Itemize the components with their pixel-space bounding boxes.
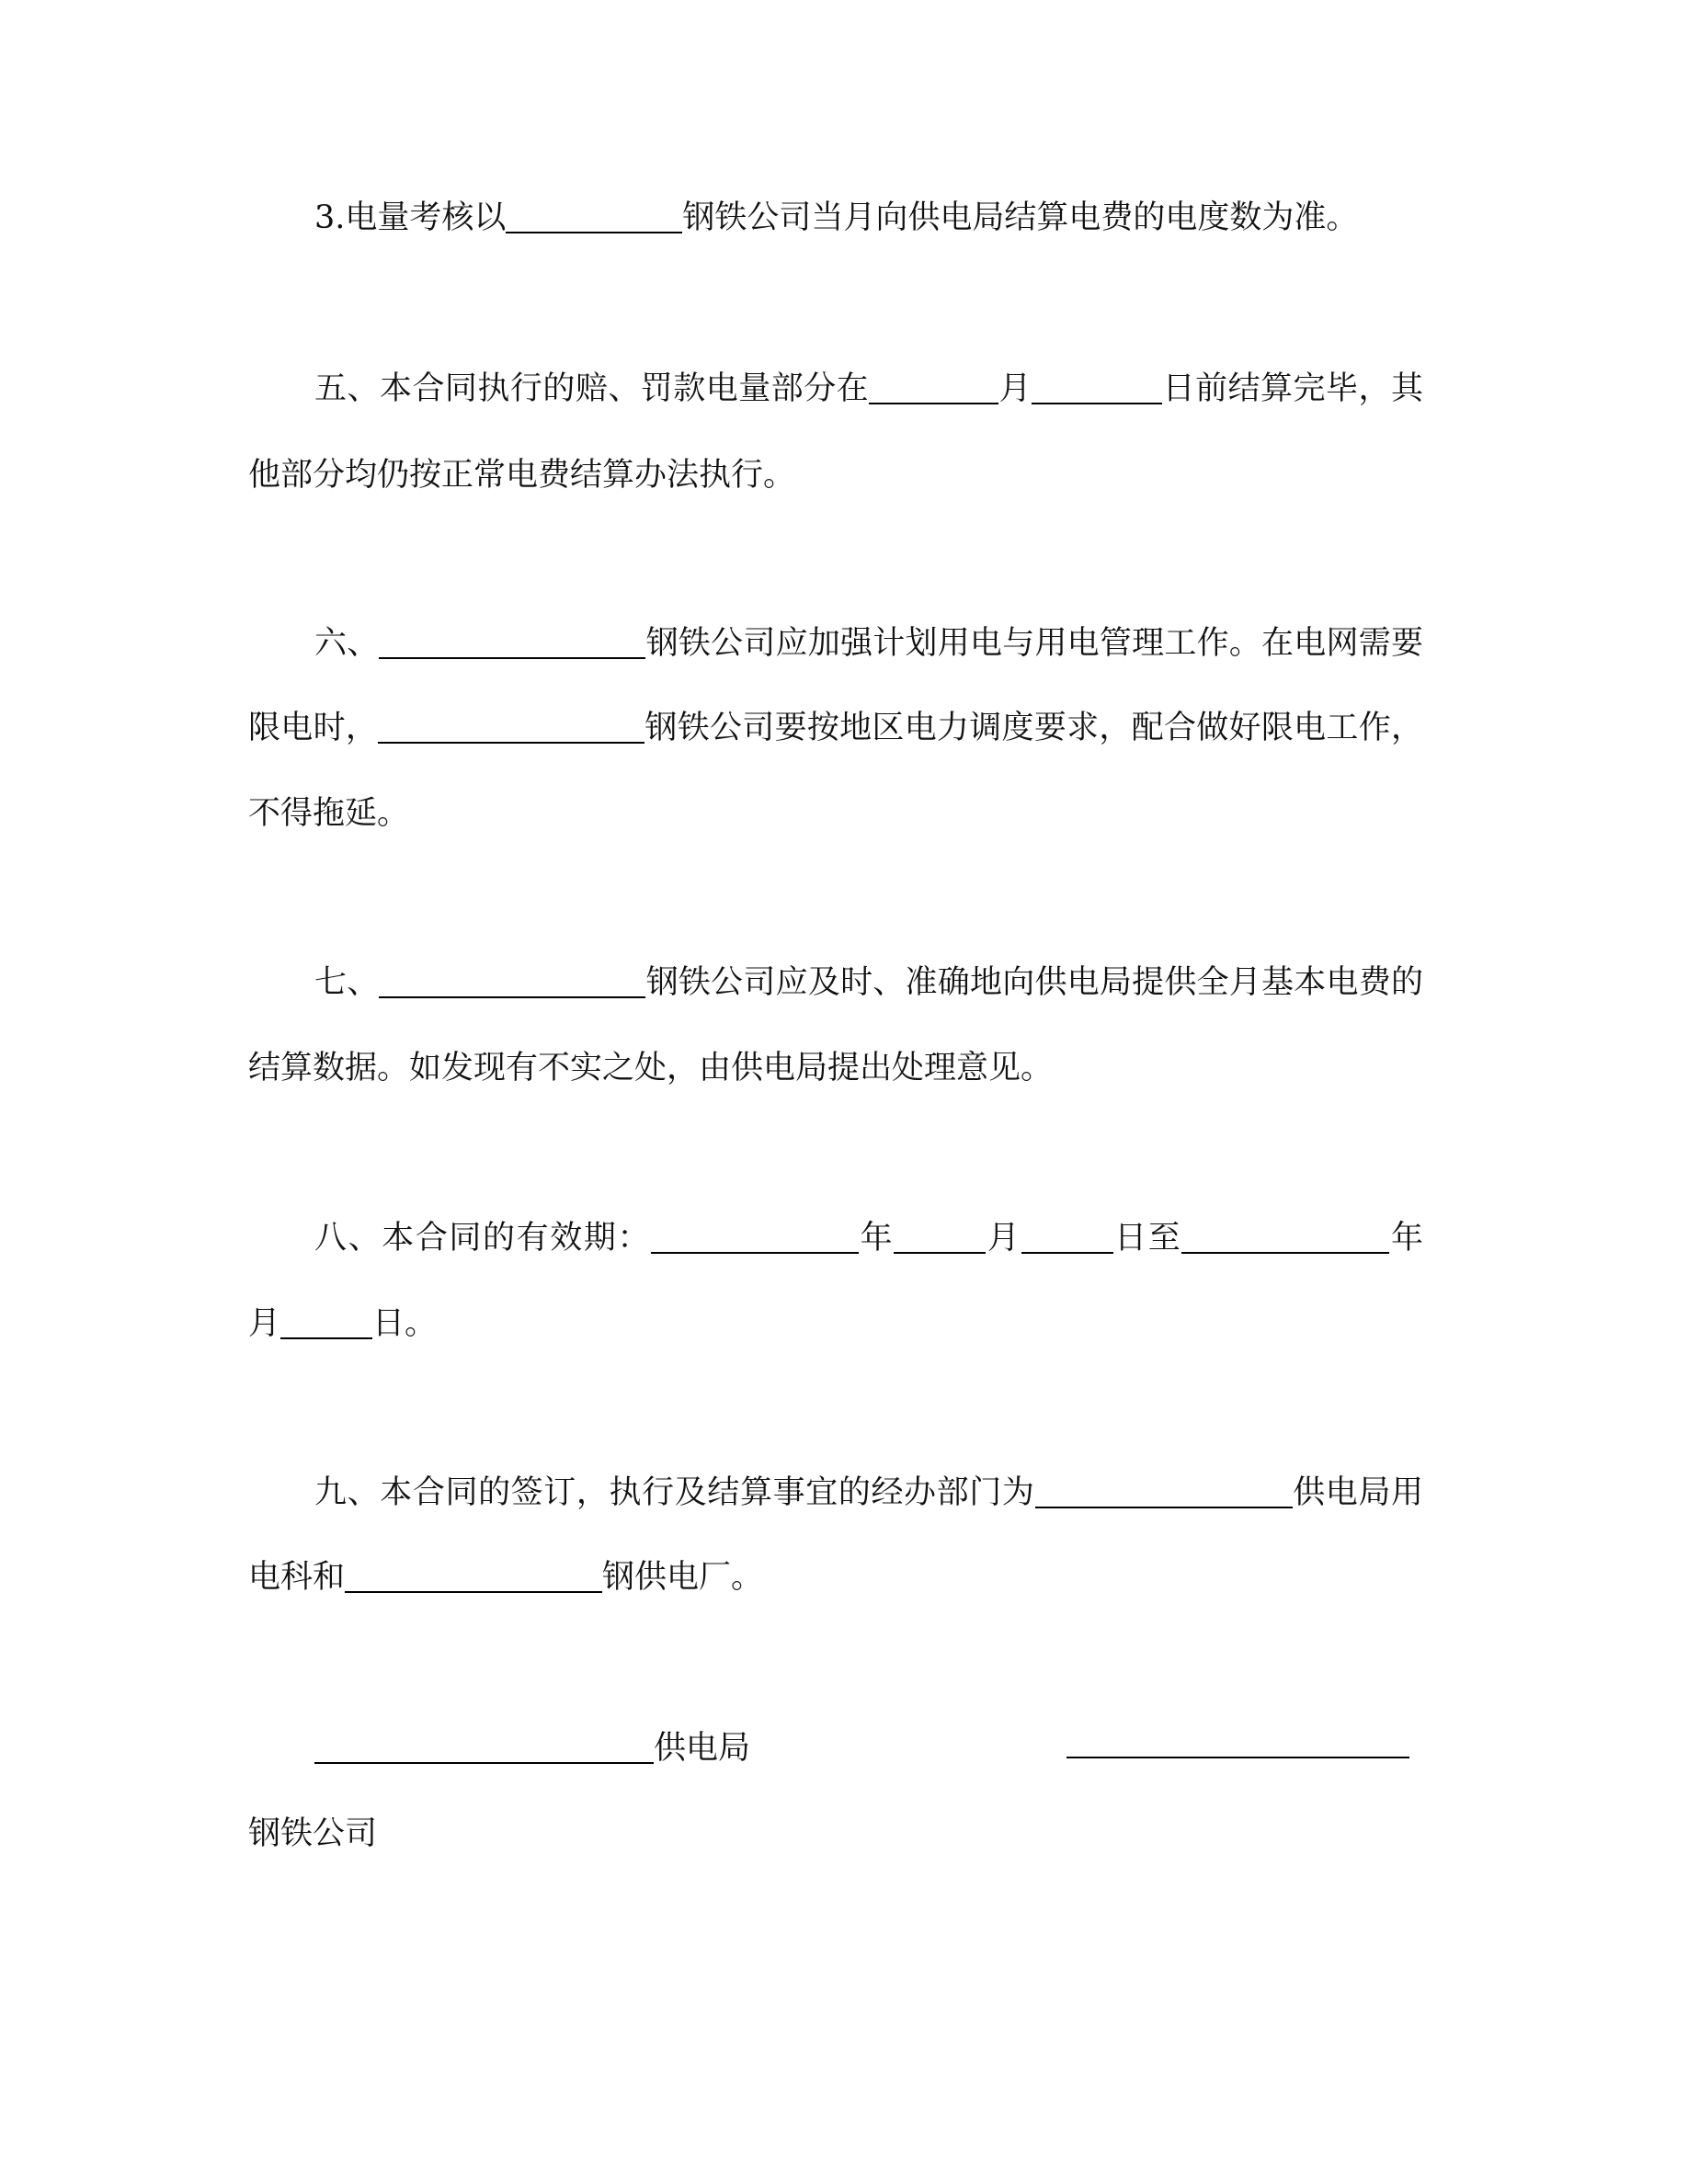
signature-party-b	[248, 1814, 1423, 1853]
clause-7-tail: 钢铁公司应及时、准确地向供电局提供全月基本电费的	[645, 964, 1423, 1001]
clause-8-month-2: 月	[248, 1305, 281, 1342]
blank-day	[1032, 375, 1162, 404]
clause-6-line-1	[314, 624, 1423, 663]
clause-8-year-2: 年	[1389, 1220, 1423, 1257]
clause-9-l2-tail: 钢供电厂。	[602, 1559, 764, 1596]
clause-8-day-to: 日至	[1112, 1220, 1182, 1257]
clause-5-cont: 他部分均仍按正常电费结算办法执行。	[248, 457, 796, 494]
signature-party-a	[314, 1729, 774, 1768]
clause-8-year-1: 年	[859, 1220, 895, 1257]
clause-6-l2-tail: 钢铁公司要按地区电力调度要求，配合做好限电工作，	[644, 710, 1423, 746]
clause-5-line-1	[314, 370, 1423, 408]
clause-6-cont: 不得拖延。	[248, 795, 410, 832]
clause-8-line-2	[248, 1304, 1423, 1343]
party-b-label: 钢铁公司	[248, 1815, 378, 1852]
clause-8-line-1	[314, 1219, 1423, 1257]
blank-steel-plant	[345, 1564, 602, 1593]
blank-company-name	[506, 204, 682, 233]
clause-3-lead: 3.电量考核以	[314, 199, 507, 236]
clause-9-tail: 供电局用	[1292, 1474, 1423, 1511]
signature-party-b-line	[1066, 1729, 1409, 1768]
clause-6-lead: 六、	[314, 625, 380, 662]
clause-6-tail: 钢铁公司应加强计划用电与用电管理工作。在电网需要	[645, 625, 1423, 662]
clause-9-lead: 九、本合同的签订，执行及结算事宜的经办部门为	[314, 1474, 1035, 1511]
clause-5-month: 月	[998, 370, 1032, 407]
blank-month	[869, 375, 998, 404]
clause-6-l2-lead: 限电时，	[248, 710, 379, 746]
blank-power-bureau	[1035, 1479, 1293, 1508]
blank-start-year	[651, 1224, 859, 1254]
blank-end-day	[280, 1310, 372, 1339]
clause-8-end: 日。	[372, 1305, 438, 1342]
blank-start-day	[1021, 1224, 1113, 1254]
clause-5-lead: 五、本合同执行的赔、罚款电量部分在	[314, 370, 870, 407]
blank-party-b-name	[1066, 1729, 1409, 1758]
blank-end-year	[1181, 1224, 1389, 1254]
party-a-label: 供电局	[654, 1730, 751, 1767]
clause-5-tail: 日前结算完毕，其	[1162, 370, 1423, 407]
clause-6-line-2	[248, 709, 1423, 747]
blank-party-a-name	[314, 1735, 654, 1764]
blank-company-name	[379, 969, 645, 998]
clause-7-cont: 结算数据。如发现有不实之处，由供电局提出处理意见。	[248, 1050, 1054, 1086]
blank-company-name	[378, 714, 644, 744]
clause-6-line-3	[248, 794, 1423, 833]
clause-8-lead: 八、本合同的有效期：	[314, 1220, 652, 1257]
clause-7-line-2	[248, 1049, 1423, 1087]
blank-start-month	[894, 1224, 986, 1254]
clause-8-month-1: 月	[986, 1220, 1021, 1257]
clause-9-line-2	[248, 1558, 1423, 1597]
blank-company-name	[379, 630, 645, 659]
clause-5-line-2	[248, 456, 1423, 495]
clause-3-line	[314, 199, 1423, 237]
clause-7-lead: 七、	[314, 964, 380, 1001]
clause-9-line-1	[314, 1473, 1423, 1512]
clause-7-line-1	[314, 963, 1423, 1002]
clause-9-l2-lead: 电科和	[248, 1559, 346, 1596]
clause-3-tail: 钢铁公司当月向供电局结算电费的电度数为准。	[682, 199, 1359, 236]
